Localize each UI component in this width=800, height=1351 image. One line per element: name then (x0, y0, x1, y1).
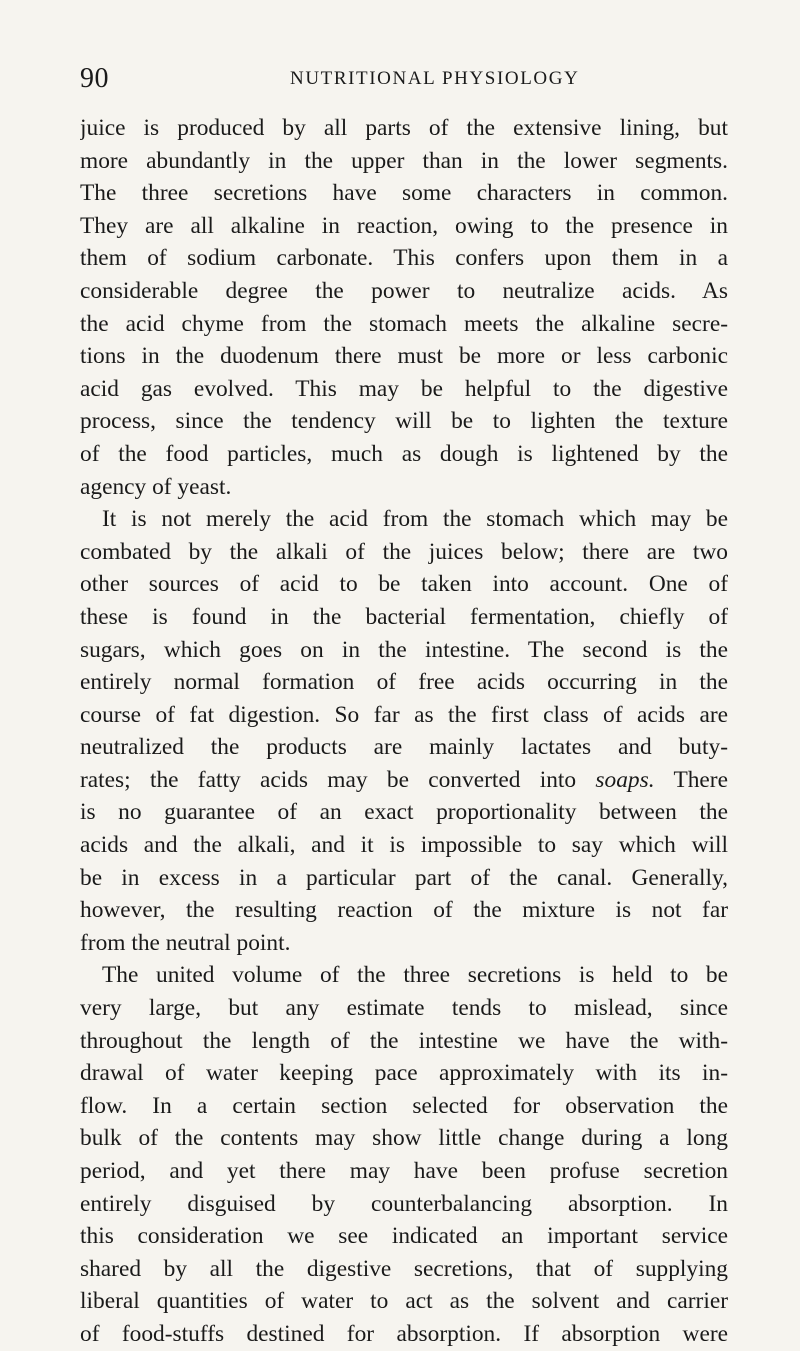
text-line: considerable degree the power to neutralize acids. As (80, 277, 728, 304)
text-line: other sources of acid to be taken into account. One of (80, 571, 728, 598)
text-line: drawal of water keeping pace approximately with its in- (80, 1060, 728, 1087)
text-line: sugars, which goes on in the intestine. The second is the (80, 636, 728, 663)
text-line: entirely normal formation of free acids occurring in the (80, 669, 728, 696)
text-line: combated by the alkali of the juices below; there are two (80, 538, 728, 565)
text-line: They are all alkaline in reaction, owing to the presence in (80, 212, 728, 239)
text-line: from the neutral point. (80, 929, 291, 956)
text-line: It is not merely the acid from the stomach which may be (102, 506, 728, 533)
text-line: of food-stuffs destined for absorption. If absorption were (80, 1320, 728, 1347)
page-number: 90 (80, 63, 109, 94)
text-line: process, since the tendency will be to lighten the texture (80, 408, 728, 435)
running-head (80, 62, 720, 96)
text-line: this consideration we see indicated an important service (80, 1223, 728, 1250)
text-segment: There (673, 766, 728, 793)
text-line: the acid chyme from the stomach meets the alkaline secre- (80, 310, 728, 337)
running-title: NUTRITIONAL PHYSIOLOGY (290, 68, 580, 89)
text-segment: rates; the fatty acids may be converted into (80, 766, 577, 793)
text-line: tions in the duodenum there must be more or less carbonic (80, 343, 728, 370)
text-line-with-italic (80, 764, 728, 797)
text-line: these is found in the bacterial fermentation, chiefly of (80, 603, 728, 630)
text-line: throughout the length of the intestine we have the with- (80, 1027, 728, 1054)
text-line: shared by all the digestive secretions, that of supplying (80, 1255, 728, 1282)
text-line: flow. In a certain section selected for observation the (80, 1092, 728, 1119)
text-line: bulk of the contents may show little change during a long (80, 1125, 728, 1152)
text-line: entirely disguised by counterbalancing absorption. In (80, 1190, 728, 1217)
paragraph-1 (80, 112, 728, 503)
italic-term: soaps. (595, 766, 655, 793)
text-line: is no guarantee of an exact proportionality between the (80, 799, 728, 826)
text-line: liberal quantities of water to act as the solvent and carrier (80, 1288, 728, 1315)
paragraph-2 (80, 503, 728, 959)
text-line: be in excess in a particular part of the canal. Generally, (80, 864, 728, 891)
text-line: however, the resulting reaction of the mixture is not far (80, 897, 728, 924)
text-line: neutralized the products are mainly lactates and buty- (80, 734, 728, 761)
text-line: period, and yet there may have been profuse secretion (80, 1158, 728, 1184)
text-line: them of sodium carbonate. This confers upon them in a (80, 245, 728, 272)
text-line: very large, but any estimate tends to mislead, since (80, 995, 728, 1022)
paragraph-3 (80, 959, 728, 1350)
text-line: course of fat digestion. So far as the first class of acids are (80, 701, 728, 728)
body-text (80, 112, 728, 1351)
text-line: more abundantly in the upper than in the lower segments. (80, 147, 728, 174)
text-line: The united volume of the three secretions is held to be (102, 962, 728, 989)
text-line: The three secretions have some characters in common. (80, 180, 728, 207)
text-line: juice is produced by all parts of the extensive lining, but (80, 115, 728, 141)
text-line: acids and the alkali, and it is impossible to say which will (80, 832, 728, 859)
text-line: of the food particles, much as dough is lightened by the (80, 440, 728, 467)
text-line: agency of yeast. (80, 473, 232, 500)
text-line: acid gas evolved. This may be helpful to the digestive (80, 375, 728, 402)
